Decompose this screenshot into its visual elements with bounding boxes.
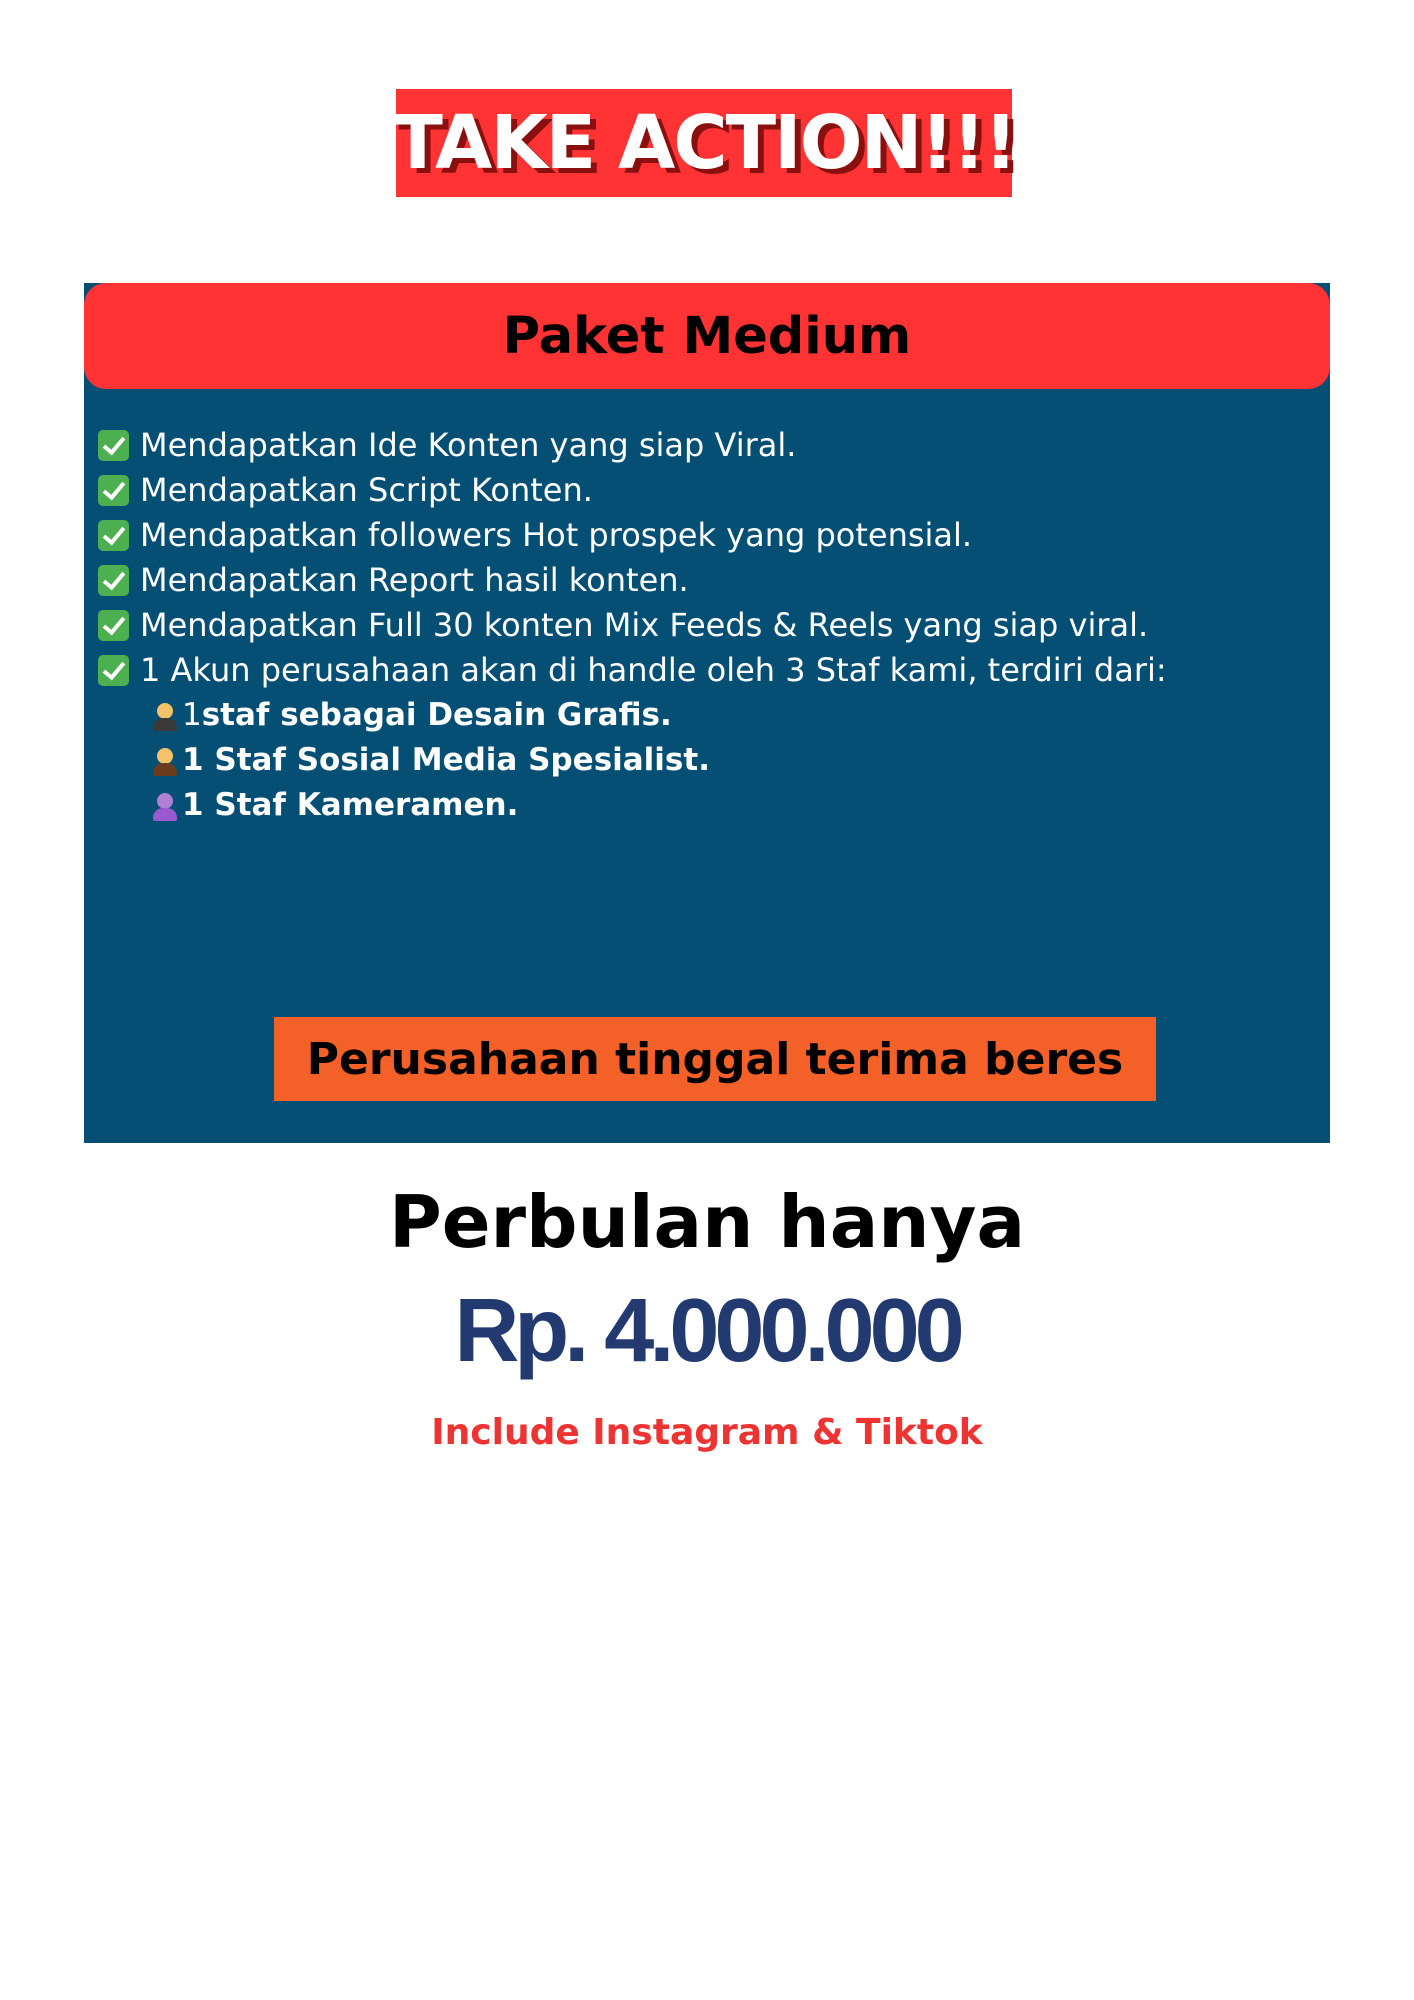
check-mark-icon <box>98 520 129 551</box>
feature-item <box>98 468 1167 513</box>
staff-item <box>150 783 710 828</box>
check-mark-icon <box>98 655 129 686</box>
feature-item <box>98 513 1167 558</box>
feature-text: Mendapatkan Full 30 konten Mix Feeds & Reels yang siap viral. <box>140 606 1149 644</box>
check-mark-icon <box>98 610 129 641</box>
package-header <box>84 283 1330 389</box>
staff-prefix: 1 <box>182 697 202 733</box>
staff-text: 1 Staf Sosial Media Spesialist. <box>182 742 710 778</box>
staff-text: 1 Staf Kameramen. <box>182 787 519 823</box>
package-card <box>84 283 1330 1143</box>
teacher-emoji-icon <box>150 746 180 776</box>
staff-list <box>150 693 710 828</box>
feature-item <box>98 423 1167 468</box>
cta-banner <box>274 1017 1156 1101</box>
feature-item <box>98 648 1167 693</box>
woman-hijab-emoji-icon <box>150 791 180 821</box>
take-action-title: TAKE ACTION!!! <box>392 100 1016 186</box>
check-mark-icon <box>98 475 129 506</box>
check-mark-icon <box>98 430 129 461</box>
package-title: Paket Medium <box>502 306 912 366</box>
feature-text: Mendapatkan Ide Konten yang siap Viral. <box>140 426 797 464</box>
feature-list <box>98 423 1167 693</box>
take-action-banner <box>392 89 1016 197</box>
cta-text: Perusahaan tinggal terima beres <box>306 1033 1124 1085</box>
feature-text: Mendapatkan Report hasil konten. <box>140 561 689 599</box>
staff-item <box>150 738 710 783</box>
feature-item <box>98 558 1167 603</box>
staff-text: staf sebagai Desain Grafis. <box>201 697 672 733</box>
feature-text: Mendapatkan Script Konten. <box>140 471 593 509</box>
feature-text: Mendapatkan followers Hot prospek yang potensial. <box>140 516 973 554</box>
include-note: Include Instagram & Tiktok <box>431 1412 983 1453</box>
workers-emoji-icon <box>150 701 180 731</box>
feature-text: 1 Akun perusahaan akan di handle oleh 3 Staf kami, terdiri dari: <box>140 651 1167 689</box>
feature-item <box>98 603 1167 648</box>
price-amount: Rp. 4.000.000 <box>454 1281 960 1381</box>
staff-item <box>150 693 710 738</box>
pricing-label: Perbulan hanya <box>388 1180 1026 1264</box>
check-mark-icon <box>98 565 129 596</box>
